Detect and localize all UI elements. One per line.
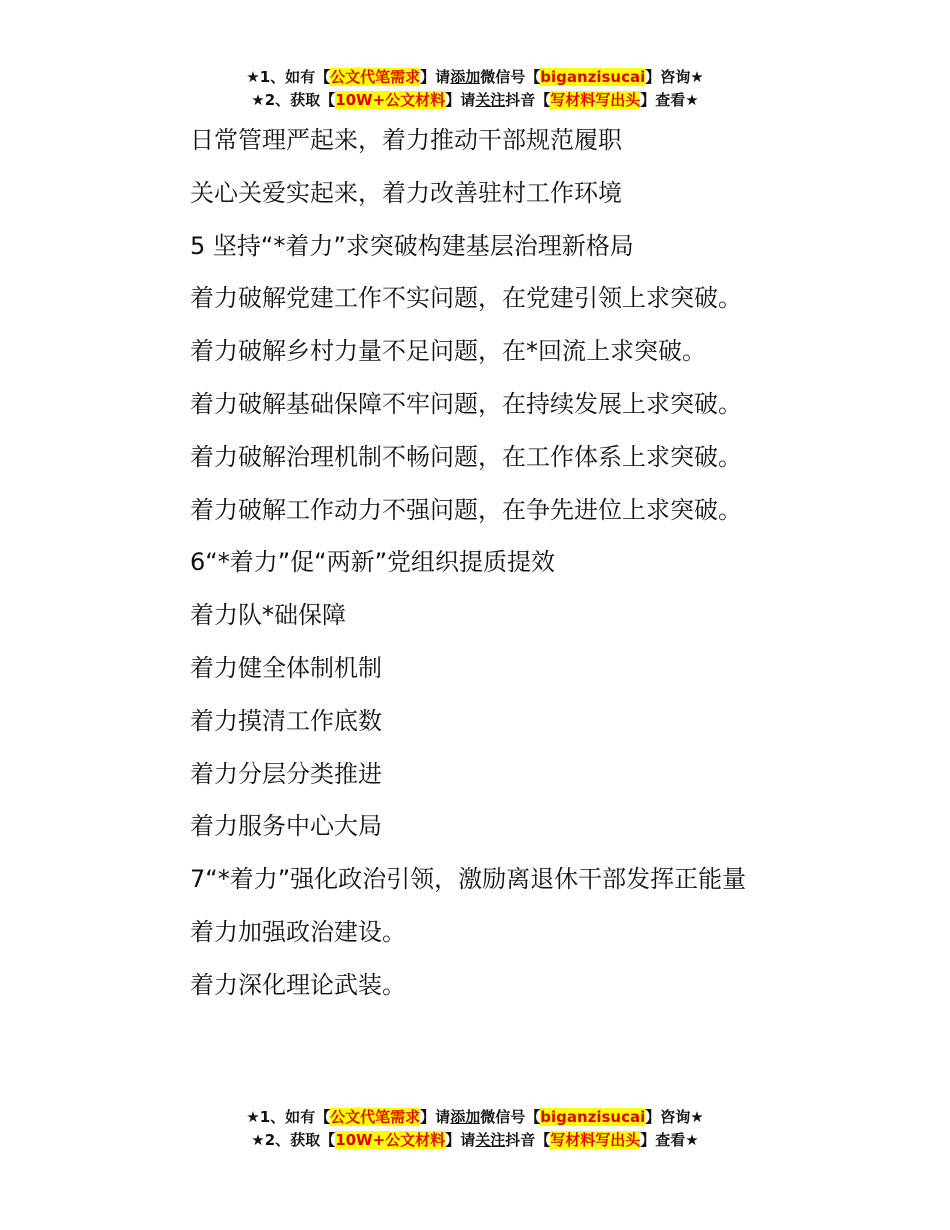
footer-line-2-prefix: ★2、获取【: [251, 1131, 336, 1149]
footer-line-1-mid2: 微信号【: [480, 1108, 541, 1126]
footer-line-2-underlined: 关注: [475, 1131, 506, 1149]
paragraph: 着力破解工作动力不强问题，在争先进位上求突破。: [190, 495, 742, 524]
section-heading: 5 坚持“*着力”求突破构建基层治理新格局: [190, 231, 634, 260]
paragraph: 着力破解乡村力量不足问题，在*回流上求突破。: [190, 337, 706, 366]
paragraph: 着力健全体制机制: [190, 653, 382, 682]
paragraph: 着力服务中心大局: [190, 812, 382, 841]
header-line-2-underlined: 关注: [475, 91, 506, 109]
header-line-1-mid: 】请: [420, 68, 451, 86]
header-line-2-suffix: 】查看★: [640, 91, 699, 109]
paragraph: 日常管理严起来，着力推动干部规范履职: [190, 126, 622, 154]
header-banner: [0, 66, 950, 112]
header-line-1-mid2: 微信号【: [480, 68, 541, 86]
footer-line-2: [0, 1129, 950, 1152]
header-line-2-highlight-douyin: 写材料写出头: [550, 91, 641, 109]
footer-line-2-highlight-douyin: 写材料写出头: [550, 1131, 641, 1149]
footer-line-1-mid: 】请: [420, 1108, 451, 1126]
footer-line-1-prefix: ★1、如有【: [246, 1108, 331, 1126]
footer-line-2-mid: 】请: [445, 1131, 476, 1149]
footer-line-1-highlight-wechat: biganzisucai: [540, 1108, 646, 1126]
footer-line-1-underlined: 添加: [450, 1108, 481, 1126]
paragraph: 着力队*础保障: [190, 601, 346, 630]
section-heading: 7“*着力”强化政治引领，激励离退休干部发挥正能量: [190, 865, 747, 894]
header-line-1-prefix: ★1、如有【: [246, 68, 331, 86]
header-line-1-highlight-service: 公文代笔需求: [330, 68, 421, 86]
paragraph: 关心关爱实起来，着力改善驻村工作环境: [190, 178, 622, 207]
header-line-1: [0, 66, 950, 89]
footer-banner: [0, 1106, 950, 1152]
paragraph: 着力破解党建工作不实问题，在党建引领上求突破。: [190, 284, 742, 313]
footer-line-2-highlight-materials: 10W+公文材料: [335, 1131, 446, 1149]
header-line-2: [0, 89, 950, 112]
header-line-1-suffix: 】咨询★: [645, 68, 704, 86]
paragraph: 着力深化理论武装。: [190, 970, 406, 999]
header-line-2-mid: 】请: [445, 91, 476, 109]
header-line-1-highlight-wechat: biganzisucai: [540, 68, 646, 86]
footer-line-2-suffix: 】查看★: [640, 1131, 699, 1149]
paragraph: 着力破解基础保障不牢问题，在持续发展上求突破。: [190, 389, 742, 418]
paragraph: 着力摸清工作底数: [190, 706, 382, 735]
header-line-2-prefix: ★2、获取【: [251, 91, 336, 109]
footer-line-1-highlight-service: 公文代笔需求: [330, 1108, 421, 1126]
section-heading: 6“*着力”促“两新”党组织提质提效: [190, 548, 556, 577]
paragraph: 着力破解治理机制不畅问题，在工作体系上求突破。: [190, 442, 742, 471]
paragraph: 着力分层分类推进: [190, 759, 382, 788]
paragraph: 着力加强政治建设。: [190, 917, 406, 946]
header-line-2-highlight-materials: 10W+公文材料: [335, 91, 446, 109]
document-body: [190, 114, 910, 1012]
header-line-1-underlined: 添加: [450, 68, 481, 86]
footer-line-1: [0, 1106, 950, 1129]
footer-line-2-mid2: 抖音【: [505, 1131, 551, 1149]
footer-line-1-suffix: 】咨询★: [645, 1108, 704, 1126]
header-line-2-mid2: 抖音【: [505, 91, 551, 109]
